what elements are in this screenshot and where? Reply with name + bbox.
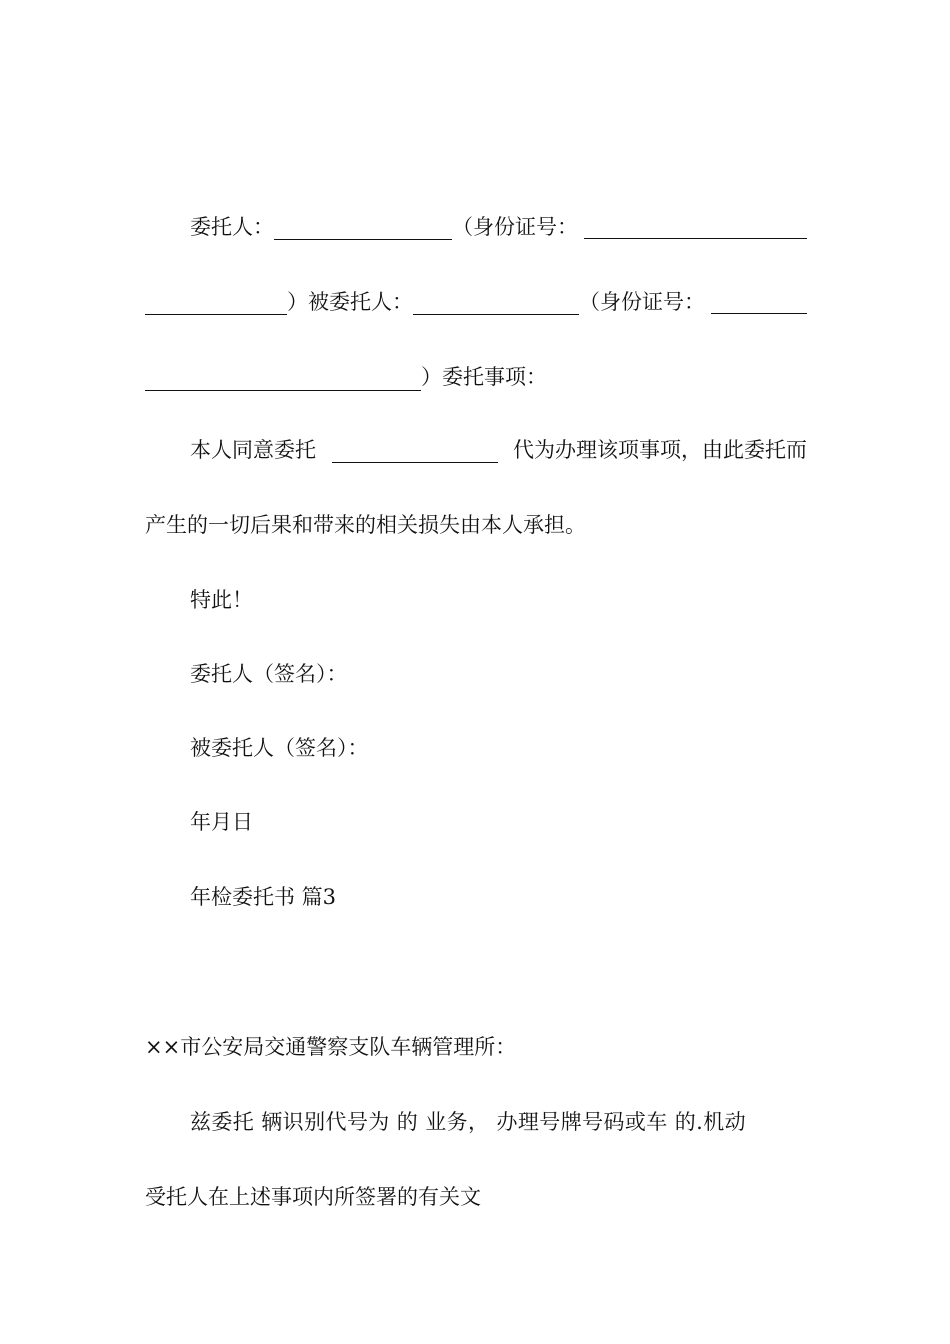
delegatee-id-blank — [711, 291, 807, 314]
consent-text-a: 本人同意委托 — [190, 438, 316, 462]
delegator-name-blank — [274, 217, 452, 240]
delegatee-name-blank — [413, 292, 579, 315]
authorization-paragraph-line-2: 受托人在上述事项内所签署的有关文 — [145, 1185, 481, 1209]
delegatee-signature-label: 被委托人（签名）： — [190, 736, 369, 760]
delegator-id-blank — [584, 216, 807, 239]
delegatee-id-line — [145, 285, 807, 319]
delegator-signature-label: 委托人（签名）： — [190, 662, 348, 686]
section-heading: 年检委托书 篇3 — [190, 885, 337, 909]
addressee-line: ××市公安局交通警察支队车辆管理所： — [145, 1035, 517, 1059]
consent-paragraph-line-1 — [190, 433, 807, 467]
consent-text-c: 产生的一切后果和带来的相关损失由本人承担。 — [145, 513, 586, 537]
delegator-id-line — [190, 210, 807, 244]
matter-label: ）委托事项： — [421, 365, 547, 389]
consent-paragraph-line-2 — [145, 508, 807, 542]
delegatee-label: ）被委托人： — [287, 290, 413, 314]
id-number-label: （身份证号： — [452, 215, 578, 239]
closing-phrase: 特此！ — [190, 588, 253, 612]
date-label: 年月日 — [190, 810, 253, 834]
consent-text-b: 代为办理该项事项，由此委托而 — [513, 438, 807, 462]
delegator-label: 委托人： — [190, 215, 274, 239]
authorization-paragraph-line-1: 兹委托 辆识别代号为 的 业务， 办理号牌号码或车 的.机动 — [190, 1110, 747, 1134]
id-number-label-2: （身份证号： — [579, 290, 705, 314]
matter-line — [145, 360, 807, 394]
delegator-id-blank-cont — [145, 292, 287, 315]
delegatee-id-blank-cont — [145, 368, 421, 391]
consent-name-blank — [332, 440, 498, 463]
